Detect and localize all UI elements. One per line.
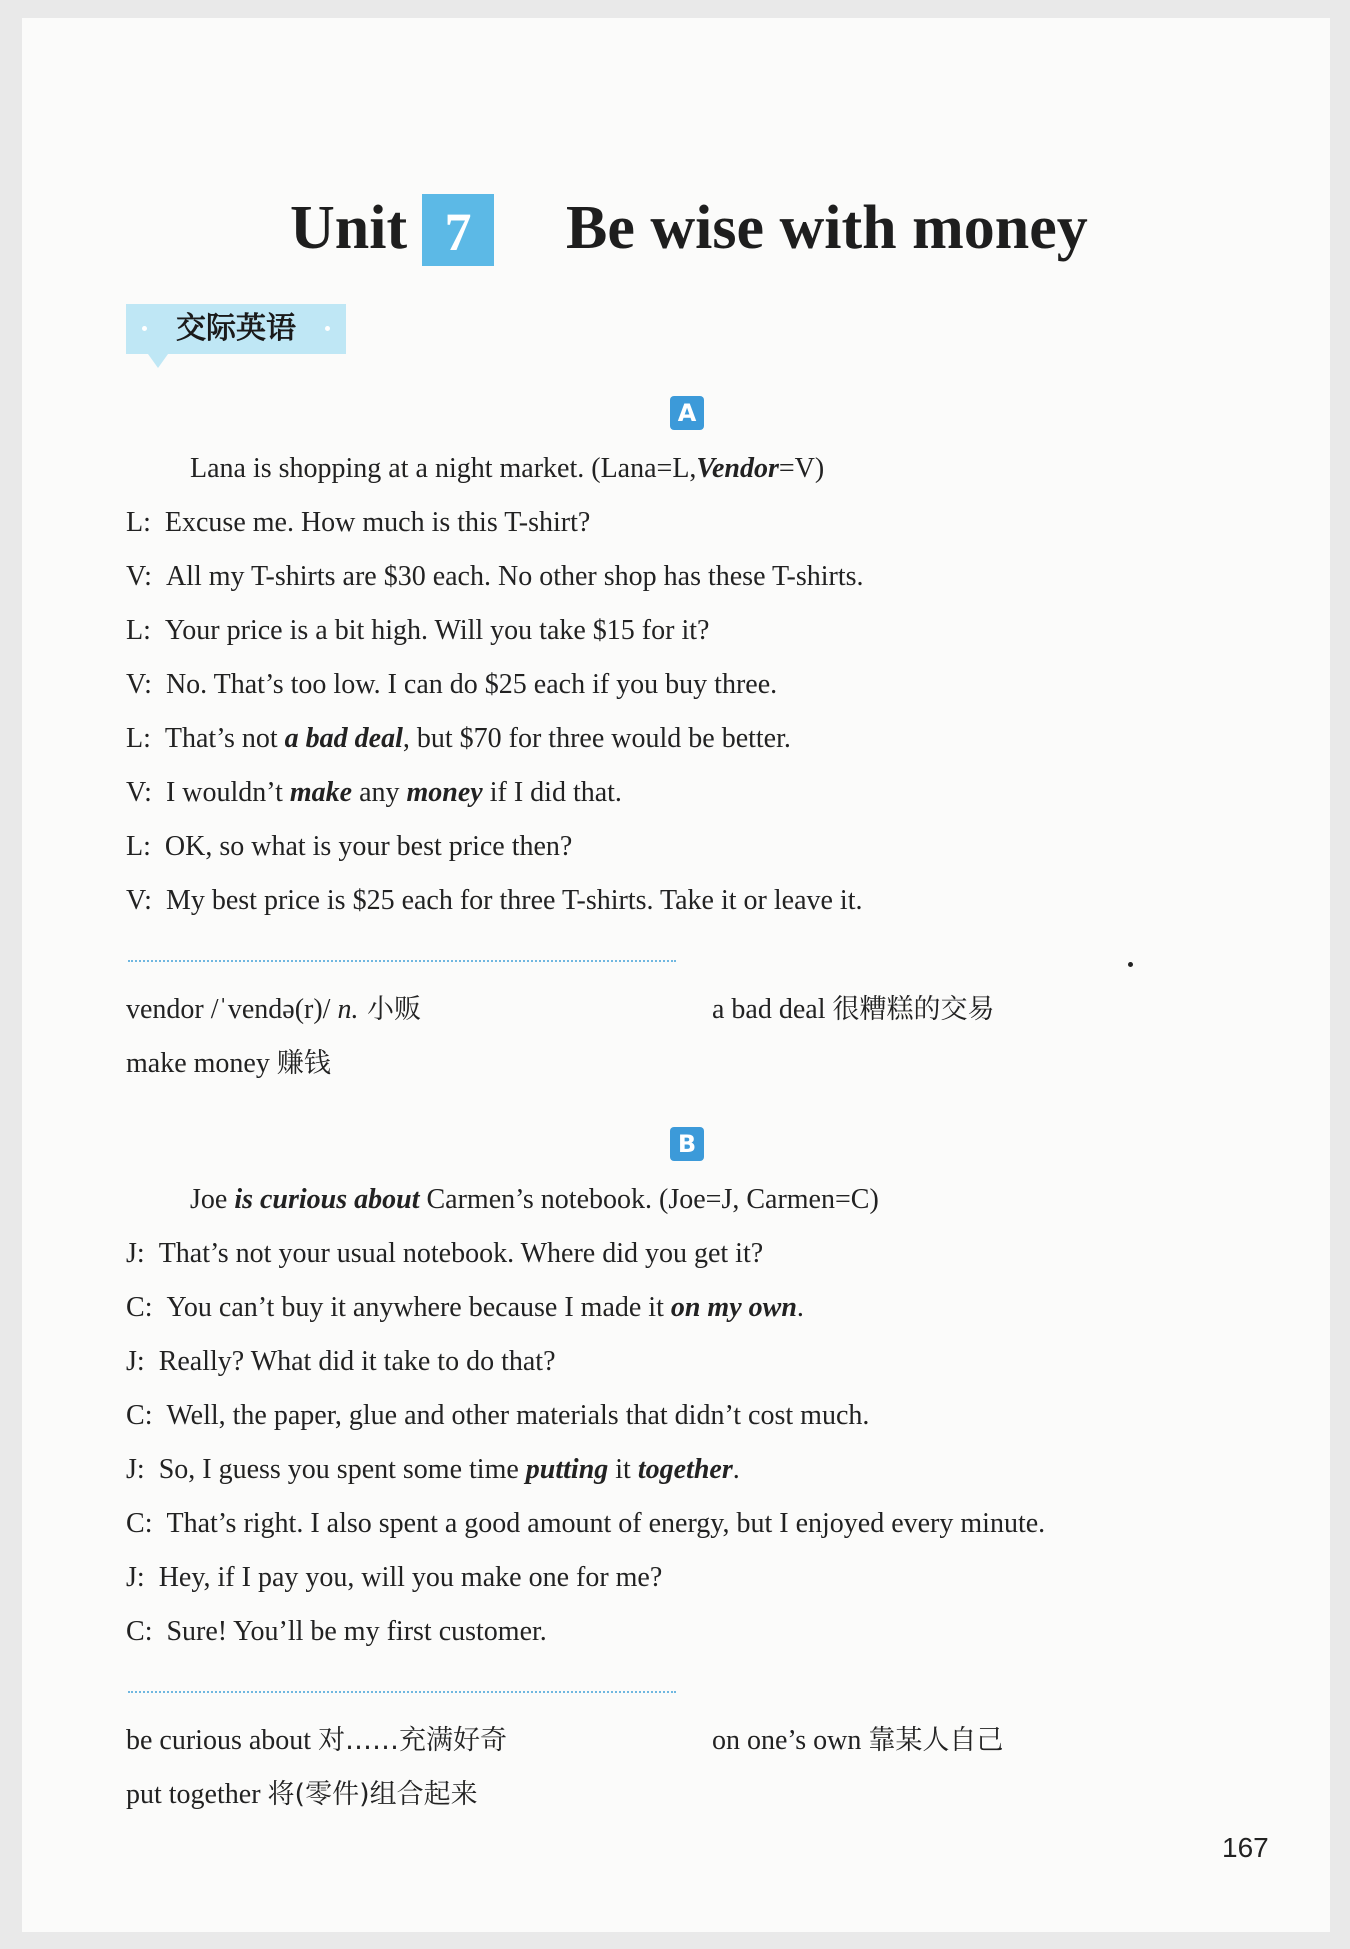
dialogue-line: J: So, I guess you spent some time putting it together. — [126, 1454, 740, 1485]
speck — [1128, 962, 1133, 967]
unit-number-badge: 7 — [422, 194, 494, 266]
unit-heading — [0, 188, 1350, 268]
dialogue-line: J: Hey, if I pay you, will you make one for me? — [126, 1562, 663, 1593]
section-banner — [126, 304, 346, 354]
dialogue-line: J: That’s not your usual notebook. Where did you get it? — [126, 1238, 764, 1269]
dialogue-line: C: Well, the paper, glue and other materials that didn’t cost much. — [126, 1400, 870, 1431]
dialogue-line: V: My best price is $25 each for three T-shirts. Take it or leave it. — [126, 885, 863, 916]
dialogue-line: L: Excuse me. How much is this T-shirt? — [126, 507, 591, 538]
dialogue-line: C: That’s right. I also spent a good amount of energy, but I enjoyed every minute. — [126, 1508, 1046, 1539]
vocab-divider — [128, 1691, 676, 1693]
dialogue-line: L: That’s not a bad deal, but $70 for three would be better. — [126, 723, 791, 754]
dialogue-line: V: I wouldn’t make any money if I did that. — [126, 777, 622, 808]
section-a-badge: A — [670, 396, 704, 430]
vocab-item: be curious about 对……充满好奇 — [126, 1725, 508, 1756]
vocab-divider — [128, 960, 676, 962]
dialogue-line: J: Really? What did it take to do that? — [126, 1346, 556, 1377]
unit-title: Be wise with money — [566, 194, 1088, 262]
unit-word: Unit — [290, 194, 408, 262]
vocab-item: make money 赚钱 — [126, 1048, 331, 1079]
page-number: 167 — [1222, 1832, 1269, 1863]
dialogue-line: V: All my T-shirts are $30 each. No other shop has these T-shirts. — [126, 561, 864, 592]
vocab-item: vendor /ˈvendə(r)/ n. 小贩 — [126, 994, 422, 1025]
section-b-badge: B — [670, 1127, 704, 1161]
dialogue-line: C: You can’t buy it anywhere because I made it on my own. — [126, 1292, 804, 1323]
dialogue-line: L: Your price is a bit high. Will you take $15 for it? — [126, 615, 710, 646]
section-a-intro: Lana is shopping at a night market. (Lana=L,Vendor=V) — [190, 453, 825, 484]
section-b-intro: Joe is curious about Carmen’s notebook. (Joe=J, Carmen=C) — [190, 1184, 879, 1215]
vocab-item: a bad deal 很糟糕的交易 — [712, 994, 995, 1025]
vocab-item: put together 将(零件)组合起来 — [126, 1779, 478, 1810]
dialogue-line: C: Sure! You’ll be my first customer. — [126, 1616, 547, 1647]
dialogue-line: V: No. That’s too low. I can do $25 each if you buy three. — [126, 669, 778, 700]
vocab-item: on one’s own 靠某人自己 — [712, 1725, 1004, 1756]
dialogue-line: L: OK, so what is your best price then? — [126, 831, 573, 862]
banner-label: 交际英语 — [176, 311, 296, 346]
